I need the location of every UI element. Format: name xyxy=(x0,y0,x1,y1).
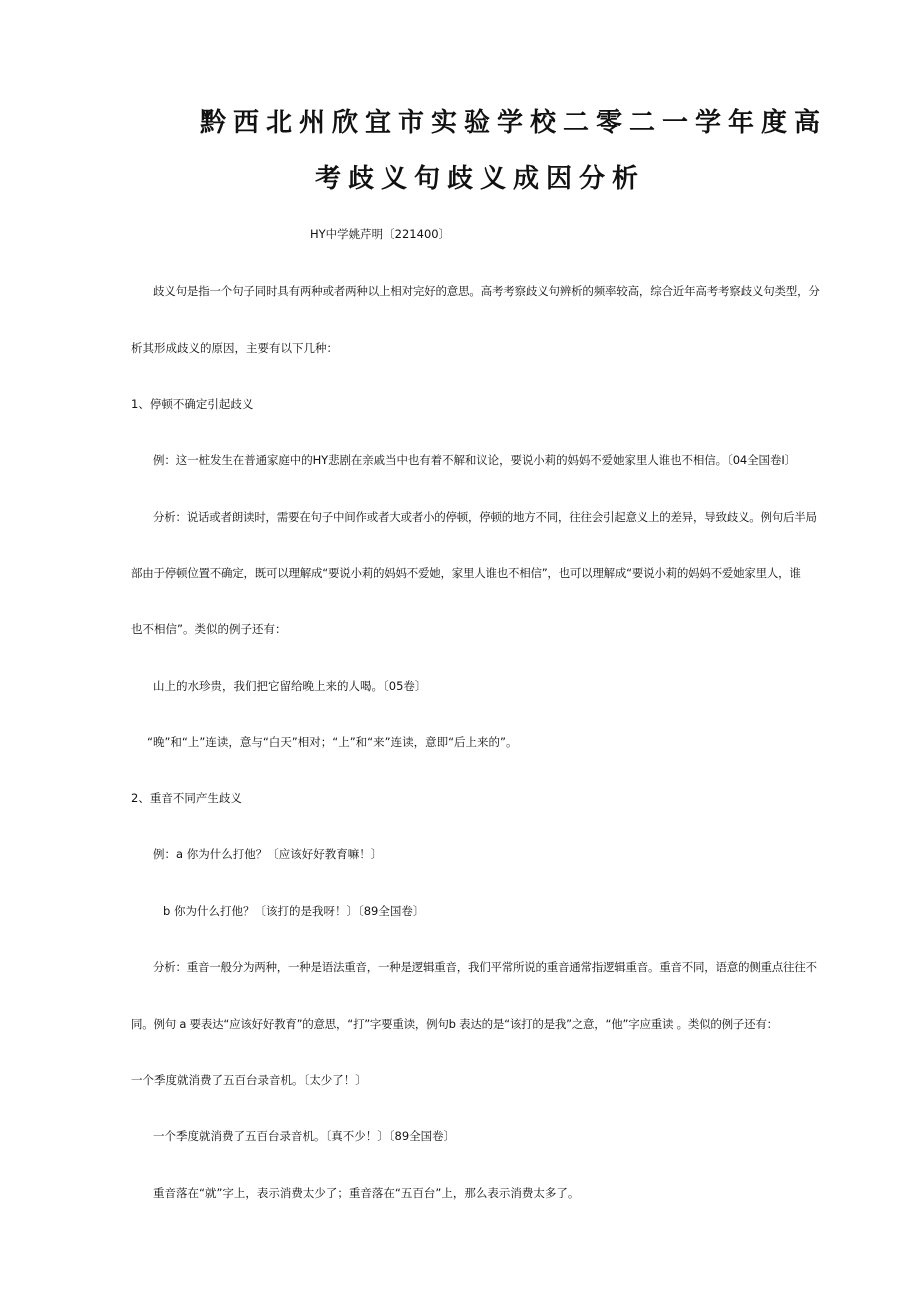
section-heading: 2、重音不同产生歧义 xyxy=(131,791,242,805)
paragraph: 同。例句 a 要表达“应该好好教育”的意思，“打”字要重读，例句b 表达的是“该打的是我”之意，“他”字应重读 。类似的例子还有： xyxy=(131,1017,778,1031)
paragraph: 分析：说话或者朗读时，需要在句子中间作或者大或者小的停顿，停顿的地方不同，往往会引起意义上的差异，导致歧义。例句后半局 xyxy=(153,510,817,524)
author-line: HY中学姚芹明〔221400〕 xyxy=(310,227,451,241)
example-text: b 你为什么打他？〔该打的是我呀！〕〔89全国卷〕 xyxy=(163,904,425,918)
example-text: 例：a 你为什么打他？〔应该好好教育嘛！〕 xyxy=(153,847,383,861)
title-line-2: 考歧义句歧义成因分析 xyxy=(315,164,646,194)
paragraph: 也不相信”。类似的例子还有： xyxy=(131,622,287,636)
example-text: 例：这一桩发生在普通家庭中的HY悲剧在亲戚当中也有着不解和议论，要说小莉的妈妈不爱她家里人谁也不相信。〔04全国卷Ⅰ〕 xyxy=(153,453,797,467)
example-text: 山上的水珍贵，我们把它留给晚上来的人喝。〔05卷〕 xyxy=(153,679,427,693)
paragraph: 重音落在“就”字上，表示消费太少了；重音落在“五百台”上，那么表示消费太多了。 xyxy=(153,1186,580,1200)
paragraph: 析其形成歧义的原因，主要有以下几种： xyxy=(131,341,338,355)
paragraph: 分析：重音一般分为两种，一种是语法重音，一种是逻辑重音，我们平常所说的重音通常指逻辑重音。重音不同，语意的侧重点往往不 xyxy=(153,960,817,974)
example-text: 一个季度就消费了五百台录音机。〔太少了！〕 xyxy=(131,1073,367,1087)
example-text: 一个季度就消费了五百台录音机。〔真不少！〕〔89全国卷〕 xyxy=(153,1129,456,1143)
title-line-1: 黔西北州欣宜市实验学校二零二一学年度高 xyxy=(200,108,828,138)
paragraph: “晚”和“上”连读，意与“白天”相对；“上”和“来”连读，意即“后上来的”。 xyxy=(147,735,518,749)
paragraph: 歧义句是指一个句子同时具有两种或者两种以上相对完好的意思。高考考察歧义句辨析的频率较高，综合近年高考考察歧义句类型，分 xyxy=(153,284,820,298)
section-heading: 1、停顿不确定引起歧义 xyxy=(131,397,254,411)
paragraph: 部由于停顿位置不确定，既可以理解成“要说小莉的妈妈不爱她，家里人谁也不相信”，也可以理解成“要说小莉的妈妈不爱她家里人，谁 xyxy=(131,566,801,580)
